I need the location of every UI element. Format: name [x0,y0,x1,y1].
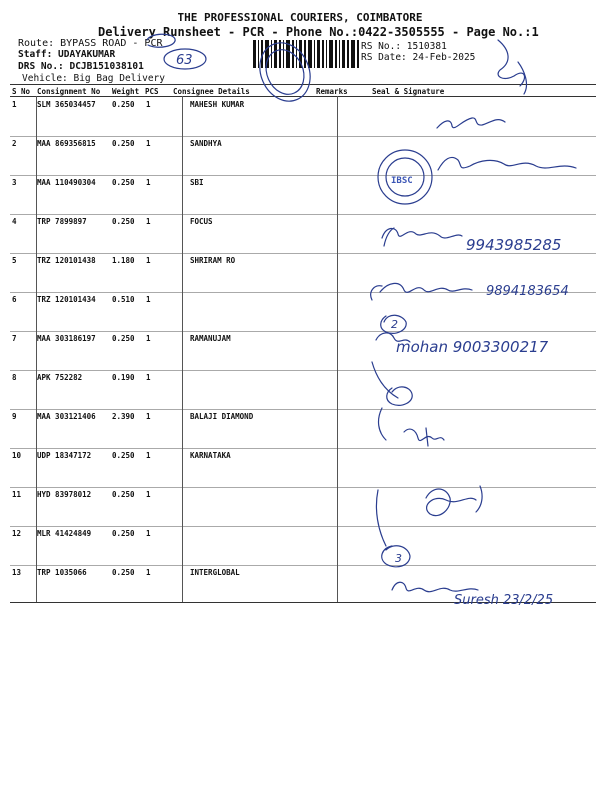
vehicle-label: Vehicle: Big Bag Delivery [22,73,165,84]
staff-label: Staff: UDAYAKUMAR [18,49,116,60]
cell-consignee: SBI [190,178,204,187]
rs-number: RS No.: 1510381 [361,41,447,52]
cell-consignee: BALAJI DIAMOND [190,412,254,421]
cell-weight: 0.250 [112,451,135,460]
column-header-sno: S No [12,87,31,96]
cell-consignment: SLM 365034457 [37,100,96,109]
cell-pcs: 1 [146,295,151,304]
cell-consignment: TRP 1035066 [37,568,87,577]
cell-sno: 4 [12,217,17,226]
circled-number-2: 2 [391,318,398,331]
cell-weight: 0.250 [112,139,135,148]
cell-pcs: 1 [146,100,151,109]
cell-consignment: UDP 18347172 [37,451,92,460]
document-title: THE PROFESSIONAL COURIERS, COIMBATORE [177,11,423,24]
cell-sno: 12 [12,529,22,538]
cell-consignment: APK 752282 [37,373,83,382]
cell-consignee: SANDHYA [190,139,222,148]
stamp-mark: IBSC [391,176,413,186]
column-header-consignee: Consignee Details [173,87,250,96]
column-header-seal: Seal & Signature [372,87,445,96]
cell-pcs: 1 [146,217,151,226]
column-header-weight: Weight [112,87,140,96]
cell-consignee: MAHESH KUMAR [190,100,245,109]
cell-consignment: TRP 7899897 [37,217,87,226]
cell-consignment: MAA 110490304 [37,178,96,187]
cell-consignment: MAA 303121406 [37,412,96,421]
drs-number: DRS No.: DCJB151038101 [18,61,144,72]
cell-pcs: 1 [146,373,151,382]
cell-consignee: INTERGLOBAL [190,568,240,577]
cell-weight: 0.250 [112,334,135,343]
cell-weight: 0.250 [112,100,135,109]
cell-consignment: MLR 41424849 [37,529,92,538]
cell-sno: 8 [12,373,17,382]
handwritten-phone-5: 9943985285 [466,236,562,254]
cell-consignment: TRZ 120101438 [37,256,96,265]
cell-weight: 1.180 [112,256,135,265]
document-subtitle: Delivery Runsheet - PCR - Phone No.:0422-3505555 - Page No.:1 [98,25,539,39]
cell-sno: 11 [12,490,22,499]
cell-sno: 9 [12,412,17,421]
route-label: Route: BYPASS ROAD - PCR [18,38,163,49]
cell-consignment: MAA 869356815 [37,139,96,148]
column-header-consignment: Consignment No [37,87,101,96]
cell-sno: 13 [12,568,22,577]
handwritten-signature-7: mohan 9003300217 [396,338,549,356]
cell-weight: 0.190 [112,373,135,382]
cell-consignee: FOCUS [190,217,213,226]
cell-weight: 0.250 [112,178,135,187]
cell-weight: 0.250 [112,568,135,577]
cell-pcs: 1 [146,139,151,148]
cell-weight: 0.250 [112,490,135,499]
handwritten-signature-13: Suresh 23/2/25 [454,593,554,608]
handwritten-phone-6: 9894183654 [486,284,569,299]
cell-sno: 2 [12,139,17,148]
cell-pcs: 1 [146,451,151,460]
cell-sno: 5 [12,256,17,265]
circled-number-3: 3 [395,552,402,565]
handwritten-route-note: 63 [176,53,193,68]
rs-date: RS Date: 24-Feb-2025 [361,52,476,63]
cell-pcs: 1 [146,334,151,343]
cell-consignee: KARNATAKA [190,451,231,460]
cell-consignee: RAMANUJAM [190,334,231,343]
cell-sno: 3 [12,178,17,187]
cell-weight: 0.250 [112,217,135,226]
cell-consignee: SHRIRAM RO [190,256,236,265]
cell-pcs: 1 [146,490,151,499]
cell-pcs: 1 [146,256,151,265]
cell-consignment: HYD 83978012 [37,490,92,499]
cell-weight: 0.250 [112,529,135,538]
cell-weight: 0.510 [112,295,135,304]
cell-sno: 10 [12,451,22,460]
cell-pcs: 1 [146,529,151,538]
cell-weight: 2.390 [112,412,135,421]
column-header-remarks: Remarks [316,87,348,96]
cell-consignment: MAA 303186197 [37,334,96,343]
cell-consignment: TRZ 120101434 [37,295,96,304]
cell-sno: 6 [12,295,17,304]
column-header-pcs: PCS [145,87,159,96]
cell-pcs: 1 [146,412,151,421]
cell-sno: 7 [12,334,17,343]
cell-pcs: 1 [146,568,151,577]
cell-sno: 1 [12,100,17,109]
cell-pcs: 1 [146,178,151,187]
